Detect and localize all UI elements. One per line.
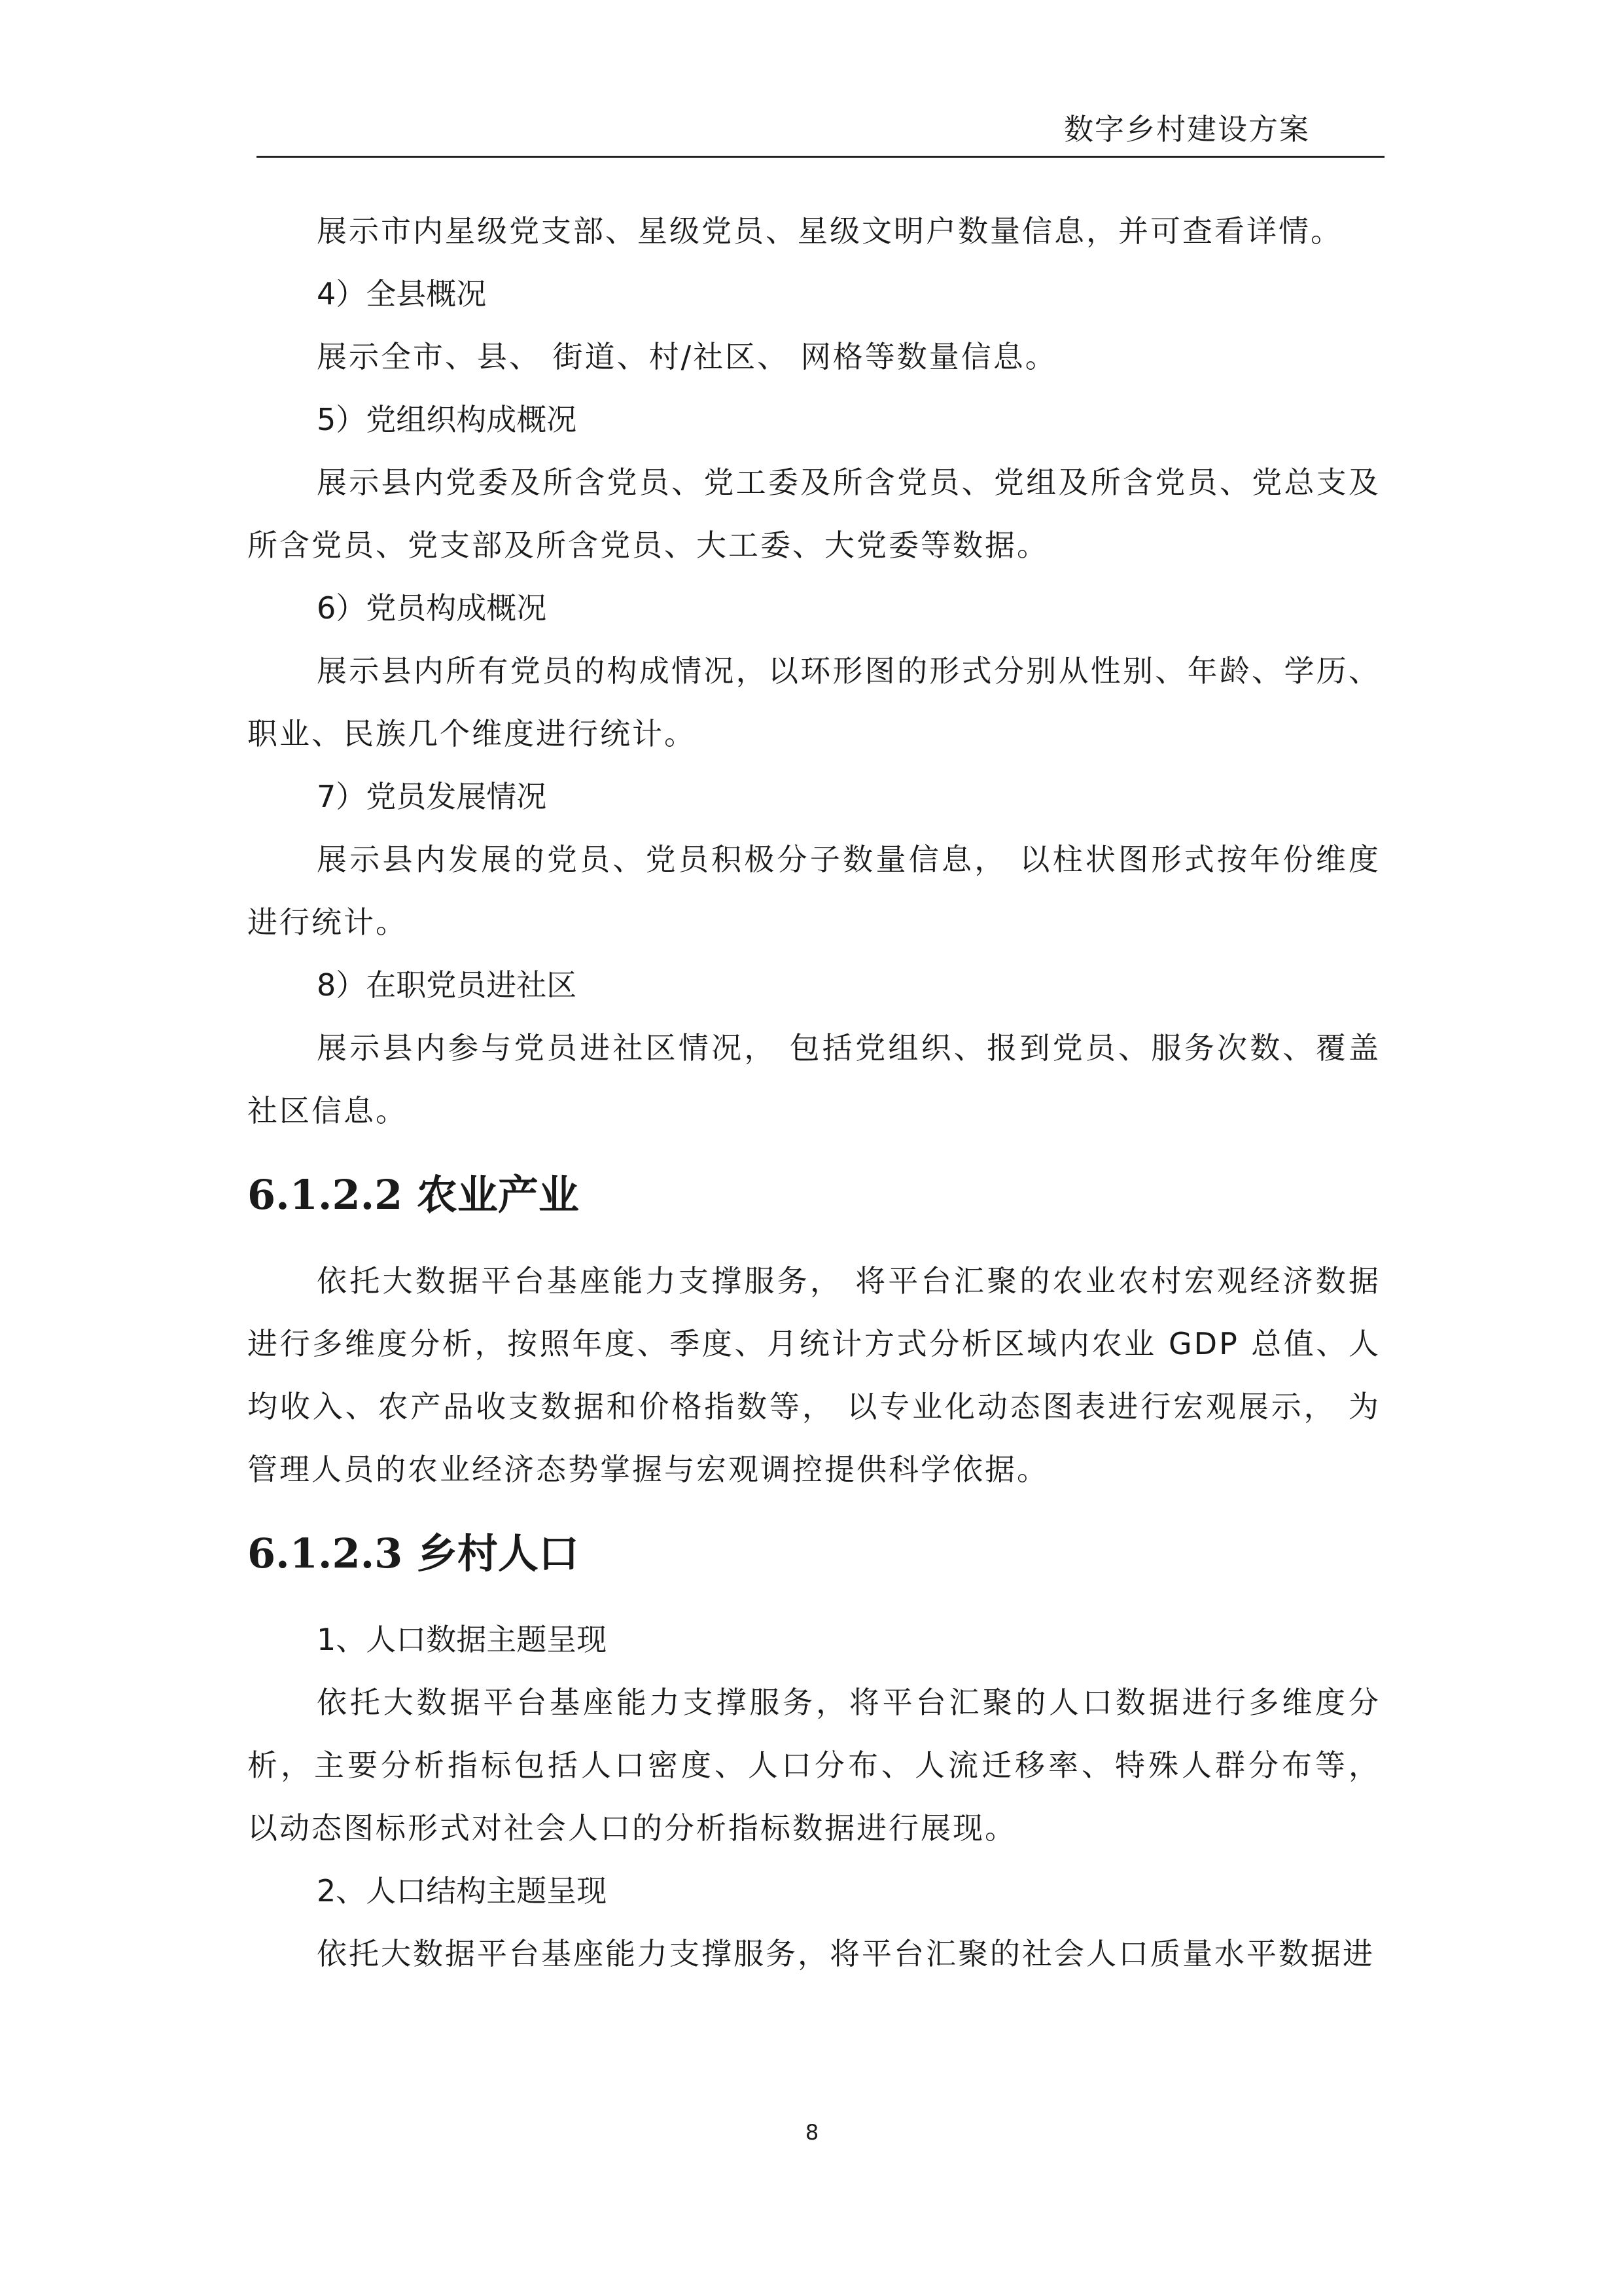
item-member-development: 7）党员发展情况 [317, 779, 547, 814]
document-body [247, 200, 1381, 1985]
paragraph-agriculture: 依托大数据平台基座能力支撑服务， 将平台汇聚的农业农村宏观经济数据进行多维度分析，按照年度、季度、月统计方式分析区域内农业 GDP 总值、人均收入、农产品收支数据和价格指数等， 以专业化动态图表进行宏观展示， 为管理人员的农业经济态势掌握与宏观调控提供科学依据。 [247, 1263, 1381, 1487]
header-title: 数字乡村建设方案 [1063, 112, 1310, 147]
paragraph-member-composition: 展示县内所有党员的构成情况，以环形图的形式分别从性别、年龄、学历、职业、民族几个维度进行统计。 [247, 653, 1381, 751]
paragraph-member-development: 展示县内发展的党员、党员积极分子数量信息， 以柱状图形式按年份维度进行统计。 [247, 842, 1381, 940]
paragraph-population-data: 依托大数据平台基座能力支撑服务，将平台汇聚的人口数据进行多维度分析，主要分析指标包括人口密度、人口分布、人流迁移率、特殊人群分布等， 以动态图标形式对社会人口的分析指标数据进行展现。 [247, 1685, 1381, 1846]
paragraph-star-info: 展示市内星级党支部、星级党员、星级文明户数量信息，并可查看详情。 [317, 213, 1343, 249]
section-heading-agriculture: 6.1.2.2 农业产业 [247, 1171, 579, 1219]
item-population-data: 1、人口数据主题呈现 [317, 1622, 607, 1657]
section-heading-population: 6.1.2.3 乡村人口 [247, 1530, 579, 1577]
paragraph-county-overview: 展示全市、县、 街道、村/社区、 网格等数量信息。 [317, 339, 1057, 374]
item-county-overview: 4）全县概况 [317, 276, 487, 312]
paragraph-party-org-composition: 展示县内党委及所含党员、党工委及所含党员、党组及所含党员、党总支及所含党员、党支部及所含党员、大工委、大党委等数据。 [247, 465, 1381, 563]
item-member-composition: 6）党员构成概况 [317, 590, 547, 626]
paragraph-members-community: 展示县内参与党员进社区情况， 包括党组织、报到党员、服务次数、覆盖社区信息。 [247, 1030, 1381, 1128]
item-members-community: 8）在职党员进社区 [317, 967, 577, 1003]
header-divider [256, 156, 1385, 158]
item-party-org-composition: 5）党组织构成概况 [317, 402, 577, 437]
paragraph-population-structure: 依托大数据平台基座能力支撑服务，将平台汇聚的社会人口质量水平数据进 [317, 1936, 1375, 1971]
page-number: 8 [805, 2120, 819, 2145]
item-population-structure: 2、人口结构主题呈现 [317, 1873, 607, 1909]
